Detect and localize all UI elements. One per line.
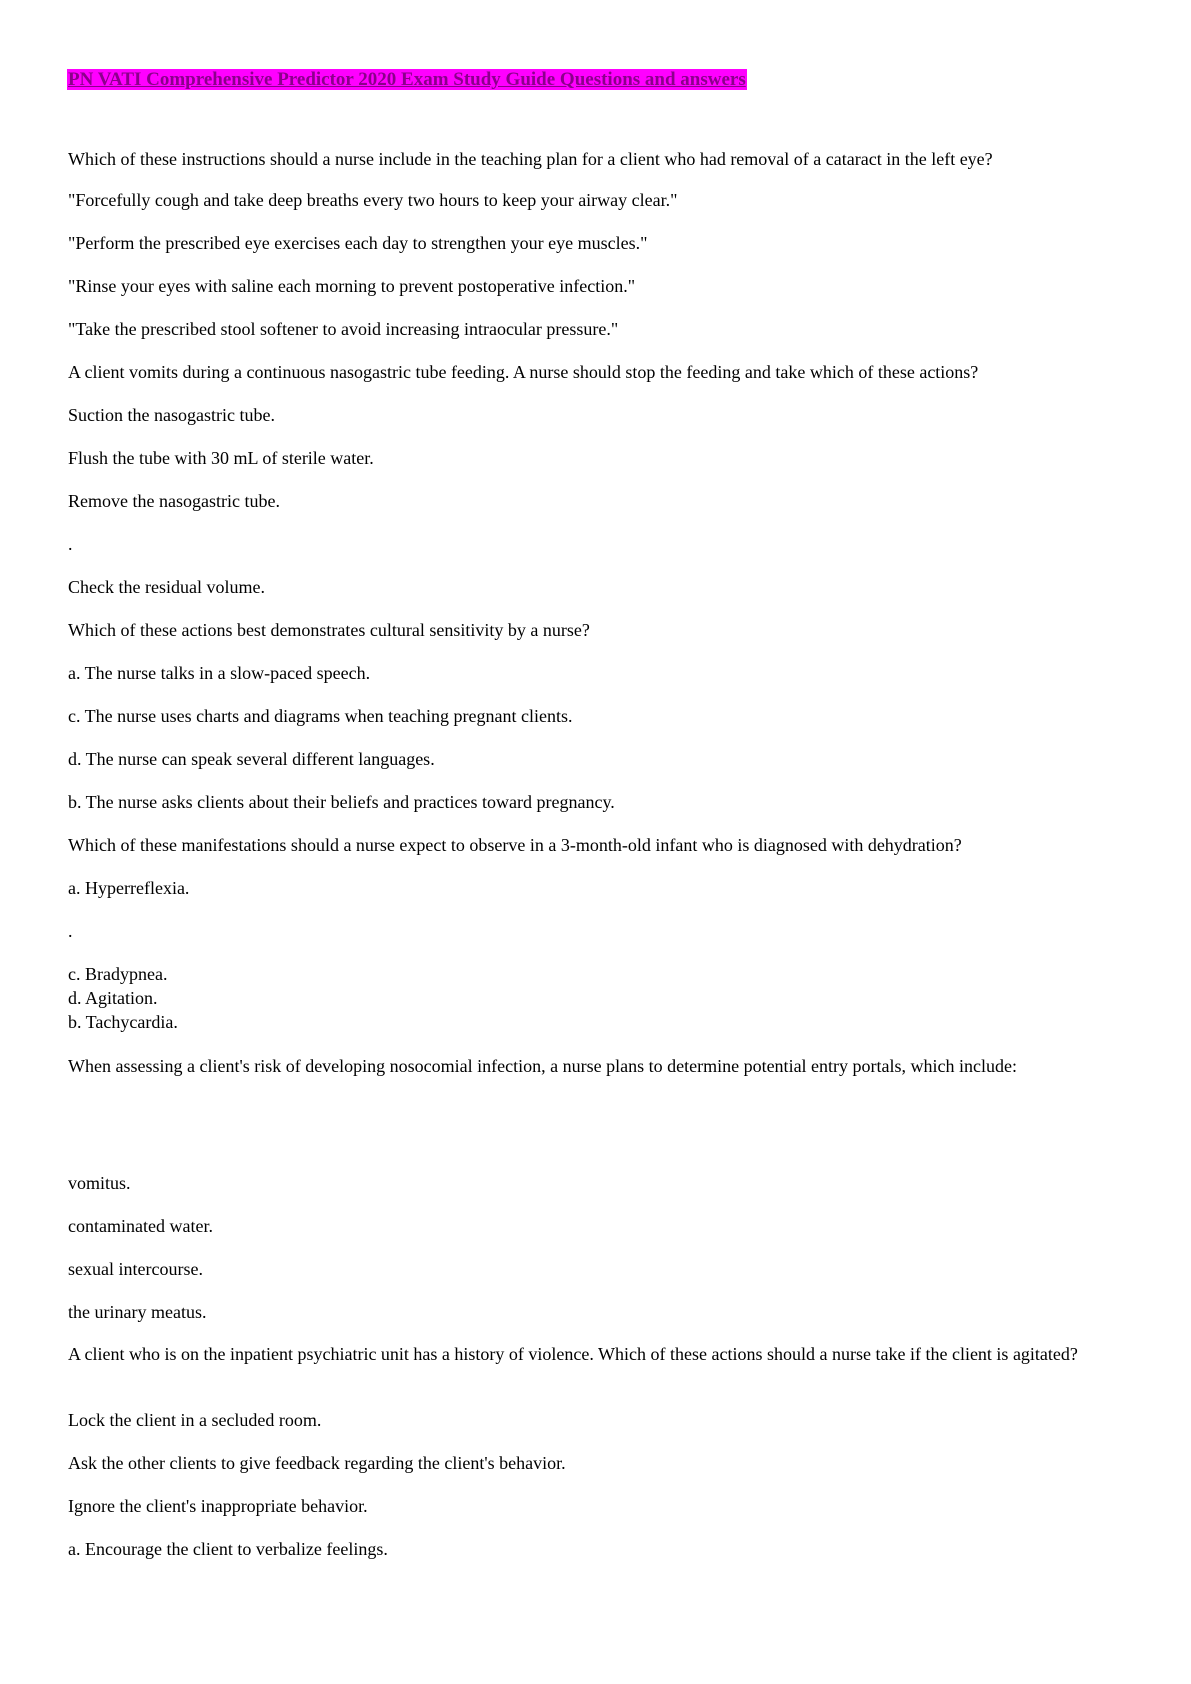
stray-dot: . <box>68 534 73 554</box>
question-5-option: sexual intercourse. <box>68 1259 203 1279</box>
question-3-option: c. The nurse uses charts and diagrams when teaching pregnant clients. <box>68 706 573 726</box>
question-1: Which of these instructions should a nurse include in the teaching plan for a client who had removal of a cataract in the left eye? <box>68 149 993 169</box>
question-2-option: Check the residual volume. <box>68 577 265 597</box>
question-3-option: b. The nurse asks clients about their beliefs and practices toward pregnancy. <box>68 792 615 812</box>
document-title <box>67 67 747 93</box>
question-4-option: d. Agitation. <box>68 988 158 1008</box>
question-4-option: a. Hyperreflexia. <box>68 878 190 898</box>
question-6: A client who is on the inpatient psychiatric unit has a history of violence. Which of these actions should a nurse take if the client is agitated? <box>68 1344 1078 1364</box>
question-5-option: contaminated water. <box>68 1216 213 1236</box>
question-1-option: "Forcefully cough and take deep breaths every two hours to keep your airway clear." <box>68 190 678 210</box>
question-6-option: Lock the client in a secluded room. <box>68 1410 322 1430</box>
question-1-option: "Rinse your eyes with saline each morning to prevent postoperative infection." <box>68 276 636 296</box>
question-2-option: Remove the nasogastric tube. <box>68 491 280 511</box>
question-3-option: d. The nurse can speak several different languages. <box>68 749 435 769</box>
question-2: A client vomits during a continuous nasogastric tube feeding. A nurse should stop the feeding and take which of these actions? <box>68 362 979 382</box>
question-4-option: b. Tachycardia. <box>68 1012 178 1032</box>
question-5: When assessing a client's risk of developing nosocomial infection, a nurse plans to determine potential entry portals, which include: <box>68 1056 1017 1076</box>
question-5-option: the urinary meatus. <box>68 1302 207 1322</box>
question-5-option: vomitus. <box>68 1173 131 1193</box>
question-2-option: Flush the tube with 30 mL of sterile water. <box>68 448 374 468</box>
question-6-option: Ask the other clients to give feedback regarding the client's behavior. <box>68 1453 566 1473</box>
stray-dot: . <box>68 921 73 941</box>
question-3: Which of these actions best demonstrates cultural sensitivity by a nurse? <box>68 620 590 640</box>
question-1-option: "Perform the prescribed eye exercises each day to strengthen your eye muscles." <box>68 233 648 253</box>
document-title-text: PN VATI Comprehensive Predictor 2020 Exam Study Guide Questions and answers <box>68 69 746 90</box>
question-4-option: c. Bradypnea. <box>68 964 168 984</box>
question-3-option: a. The nurse talks in a slow-paced speech. <box>68 663 371 683</box>
question-1-option: "Take the prescribed stool softener to avoid increasing intraocular pressure." <box>68 319 619 339</box>
question-6-option: a. Encourage the client to verbalize feelings. <box>68 1539 388 1559</box>
question-2-option: Suction the nasogastric tube. <box>68 405 275 425</box>
question-6-option: Ignore the client's inappropriate behavior. <box>68 1496 368 1516</box>
question-4: Which of these manifestations should a nurse expect to observe in a 3-month-old infant who is diagnosed with dehydration? <box>68 835 962 855</box>
